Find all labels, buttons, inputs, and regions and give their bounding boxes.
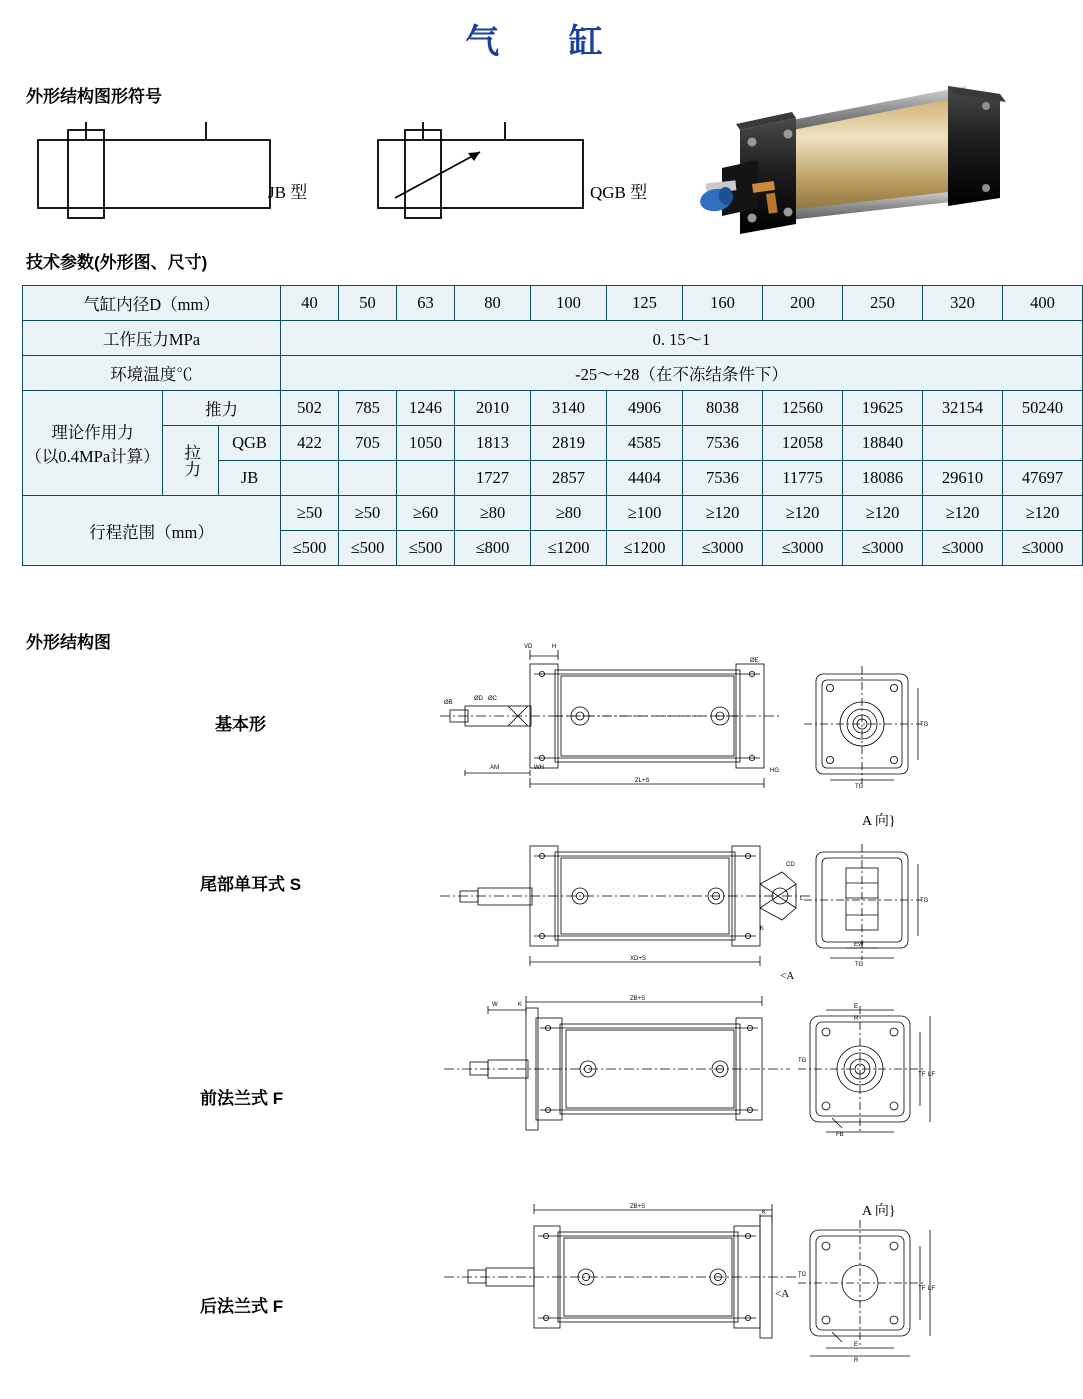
cell-pullqgb-4: 2819 (531, 426, 607, 461)
symbol-label-jb: JB 型 (268, 183, 308, 202)
cell-pull-label (163, 426, 219, 496)
row-label-basic: 基本形 (215, 715, 266, 734)
cell-bore-6: 160 (683, 286, 763, 321)
cell-bore-8: 250 (843, 286, 923, 321)
cell-bore-5: 125 (607, 286, 683, 321)
cell-push-7: 12560 (763, 391, 843, 426)
dim-label-k-3: K (762, 1210, 767, 1216)
row-label-front-flange: 前法兰式 F (200, 1089, 284, 1108)
section-heading-params: 技术参数(外形图、尺寸) (26, 253, 208, 272)
cell-strokemin-1: ≥50 (339, 496, 397, 531)
cell-push-2: 1246 (397, 391, 455, 426)
cell-pullqgb-5: 4585 (607, 426, 683, 461)
cell-strokemax-3: ≤800 (455, 531, 531, 566)
dim-label-lf: LF (928, 1072, 936, 1078)
cell-pulljb-3: 1727 (455, 461, 531, 496)
section-heading-symbol: 外形结构图形符号 (26, 87, 162, 106)
cell-pullqgb-6: 7536 (683, 426, 763, 461)
table-row-bore (23, 286, 1083, 321)
cell-bore-9: 320 (923, 286, 1003, 321)
symbol-svg (0, 110, 700, 240)
cell-pullqgb-8: 18840 (843, 426, 923, 461)
cell-pullqgb-9 (923, 426, 1003, 461)
dim-label-tg-5: TG (798, 1058, 807, 1064)
cell-stroke-label: 行程范围（mm） (23, 496, 281, 566)
cell-push-1: 785 (339, 391, 397, 426)
cell-pulljb-6: 7536 (683, 461, 763, 496)
dim-label-k: K (760, 926, 765, 932)
dim-label-vd: VD (524, 644, 533, 650)
drawing-tail-endview (800, 840, 930, 970)
table-row-pull-qgb (23, 426, 1083, 461)
cell-temp-label: 环境温度℃ (23, 356, 281, 391)
arrow-label-a-2: <A (775, 1288, 790, 1300)
cell-pressure-label: 工作压力MPa (23, 321, 281, 356)
cell-push-5: 4906 (607, 391, 683, 426)
dim-label-phic: ØC (488, 696, 497, 702)
drawing-basic-endview (800, 662, 930, 792)
dim-label-cd: CD (786, 862, 795, 868)
cell-bore-0: 40 (281, 286, 339, 321)
cell-strokemin-9: ≥120 (923, 496, 1003, 531)
dim-label-wh: WH (534, 765, 544, 771)
cell-bore-3: 80 (455, 286, 531, 321)
dim-label-l: L (800, 896, 804, 902)
cell-strokemin-4: ≥80 (531, 496, 607, 531)
cell-pulljb-5: 4404 (607, 461, 683, 496)
cell-strokemin-2: ≥60 (397, 496, 455, 531)
cell-strokemax-0: ≤500 (281, 531, 339, 566)
cell-bore-4: 100 (531, 286, 607, 321)
cell-pullqgb-1: 705 (339, 426, 397, 461)
cell-bore-2: 63 (397, 286, 455, 321)
cell-pulljb-1 (339, 461, 397, 496)
cell-strokemin-6: ≥120 (683, 496, 763, 531)
dim-label-tg-3: TG (855, 962, 864, 968)
table-row-stroke-min (23, 496, 1083, 531)
dim-label-r: R (854, 1016, 859, 1022)
cell-temp-value: -25～+28（在不冻结条件下） (281, 356, 1083, 391)
dim-label-fb: FB (836, 1132, 844, 1138)
force-label-line2: （以0.4MPa计算） (25, 447, 160, 466)
cell-pulljb-0 (281, 461, 339, 496)
cell-strokemin-10: ≥120 (1003, 496, 1083, 531)
cell-pulljb-7: 11775 (763, 461, 843, 496)
cell-bore-10: 400 (1003, 286, 1083, 321)
cell-push-label: 推力 (163, 391, 281, 426)
cell-strokemax-5: ≤1200 (607, 531, 683, 566)
cell-pullqgb-2: 1050 (397, 426, 455, 461)
cell-strokemin-8: ≥120 (843, 496, 923, 531)
cell-push-0: 502 (281, 391, 339, 426)
row-label-tail: 尾部单耳式 S (200, 875, 302, 894)
cell-push-6: 8038 (683, 391, 763, 426)
cell-strokemin-7: ≥120 (763, 496, 843, 531)
cell-pulljb-2 (397, 461, 455, 496)
cell-pull-qgb-label: QGB (219, 426, 281, 461)
table-row-temperature (23, 356, 1083, 391)
dim-label-tf-2: TF (918, 1286, 926, 1292)
cell-pulljb-4: 2857 (531, 461, 607, 496)
cell-strokemax-10: ≤3000 (1003, 531, 1083, 566)
cell-strokemin-0: ≥50 (281, 496, 339, 531)
cell-push-4: 3140 (531, 391, 607, 426)
outline-drawings (0, 644, 1068, 1392)
cell-bore-7: 200 (763, 286, 843, 321)
dim-label-r-2: R (854, 1358, 859, 1364)
cell-pull-jb-label: JB (219, 461, 281, 496)
pull-label-text: 拉力 (181, 444, 201, 477)
dim-label-e-2: E (854, 1342, 859, 1348)
dim-label-zbs-1: ZB+S (630, 996, 646, 1002)
cell-push-3: 2010 (455, 391, 531, 426)
cell-bore-1: 50 (339, 286, 397, 321)
cylinder-photo (700, 72, 1030, 252)
table-row-push (23, 391, 1083, 426)
view-label-basic: A 向} (862, 814, 896, 829)
cell-strokemax-2: ≤500 (397, 531, 455, 566)
cell-push-9: 32154 (923, 391, 1003, 426)
section-heading-outline: 外形结构图 (26, 633, 111, 652)
row-label-rear-flange: 后法兰式 F (200, 1297, 284, 1316)
cell-pullqgb-7: 12058 (763, 426, 843, 461)
dim-label-lf-2: LF (928, 1286, 936, 1292)
cell-pulljb-10: 47697 (1003, 461, 1083, 496)
cell-pullqgb-0: 422 (281, 426, 339, 461)
cell-push-8: 19625 (843, 391, 923, 426)
dim-label-tf: TF (918, 1072, 926, 1078)
cell-strokemax-9: ≤3000 (923, 531, 1003, 566)
cell-strokemax-4: ≤1200 (531, 531, 607, 566)
dim-label-tg-4: TG (920, 898, 929, 904)
cell-push-10: 50240 (1003, 391, 1083, 426)
cell-strokemin-5: ≥100 (607, 496, 683, 531)
parameters-table-wrap (22, 285, 1064, 566)
cell-pulljb-8: 18086 (843, 461, 923, 496)
dim-label-phib: ØB (444, 700, 453, 706)
cell-pressure-value: 0. 15～1 (281, 321, 1083, 356)
dim-label-tg-6: TG (798, 1272, 807, 1278)
cell-force-label (23, 391, 163, 496)
force-label-line1: 理论作用力 (51, 423, 134, 442)
drawing-rear-flange-endview (792, 1212, 937, 1362)
parameters-table (22, 285, 1083, 566)
cell-strokemax-7: ≤3000 (763, 531, 843, 566)
cell-strokemax-1: ≤500 (339, 531, 397, 566)
dim-label-w: W (492, 1002, 498, 1008)
dim-label-phid: ØD (474, 696, 483, 702)
dim-label-tg-2: TG (920, 722, 929, 728)
drawing-front-flange-endview (792, 1000, 937, 1145)
cell-strokemax-8: ≤3000 (843, 531, 923, 566)
arrow-label-a-1: <A (780, 970, 795, 982)
cell-strokemin-3: ≥80 (455, 496, 531, 531)
symbol-label-qgb: QGB 型 (590, 183, 648, 202)
dim-label-phie: ØE (750, 658, 759, 664)
dim-label-xds: XD+S (630, 956, 646, 962)
cell-strokemax-6: ≤3000 (683, 531, 763, 566)
page-title: 气 缸 (465, 23, 633, 61)
dim-label-hg: HG (770, 768, 779, 774)
dim-label-k-2: K (518, 1002, 523, 1008)
dim-label-tg-1: TG (855, 784, 864, 790)
dim-label-am: AM (490, 765, 499, 771)
cell-bore-label: 气缸内径D（mm） (23, 286, 281, 321)
dim-label-ew: EW (854, 942, 864, 948)
table-row-pressure (23, 321, 1083, 356)
view-label-front-flange: A 向} (862, 1204, 896, 1219)
dim-label-zbs-2: ZB+S (630, 1204, 646, 1210)
dim-label-e: E (854, 1004, 859, 1010)
cell-pullqgb-3: 1813 (455, 426, 531, 461)
cell-pulljb-9: 29610 (923, 461, 1003, 496)
dim-label-zls: ZL+S (635, 778, 650, 784)
cell-pullqgb-10 (1003, 426, 1083, 461)
dim-label-h: H (552, 644, 557, 650)
